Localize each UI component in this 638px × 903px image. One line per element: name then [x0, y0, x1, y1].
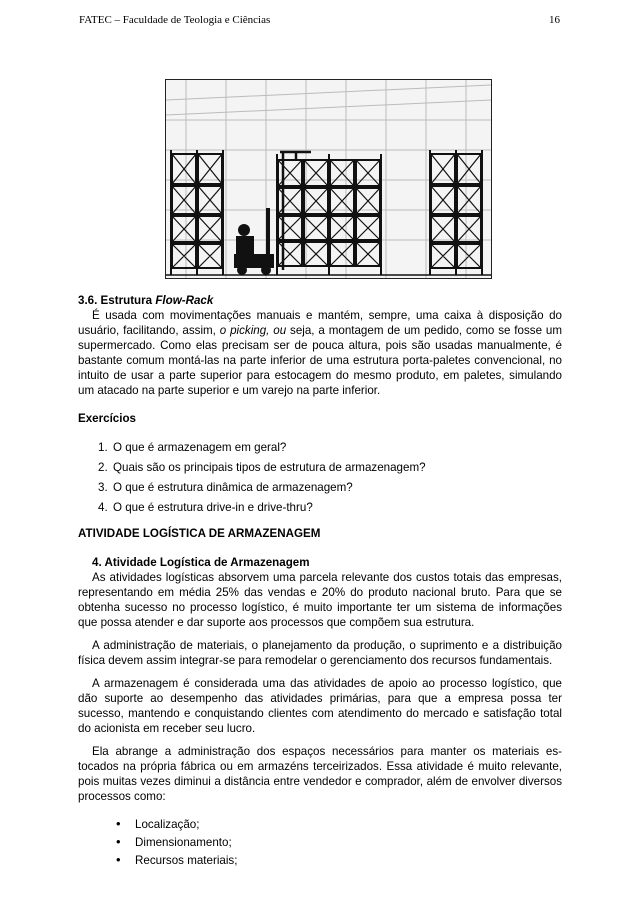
bullet-icon: •: [116, 816, 121, 831]
list-item: [98, 500, 562, 515]
activity-paragraph-2: A administração de materiais, o planejamento da produção, o suprimento e a distribuição física devem assim integrar-se para remodelar o gerenciamento dos recursos fundamentais.: [78, 639, 562, 667]
item-text: O que é estrutura drive-in e drive-thru?: [113, 501, 313, 514]
activity-subtitle: 4. Atividade Logística de Armazenagem: [92, 556, 310, 569]
paragraph-part-b: seja, a montagem de um pedido, como se fosse um supermercado. Como elas precisam ser de pouca altura, pois são usadas manualmente, é bastante comum montá-las na parte inferior de uma estrutura porta-paletes convencional, no intuito de usar a parte superior para estocagem do mesmo produto, em paletes, simulando um atacado na parte superior e um varejo na parte inferior.: [78, 324, 562, 397]
flow-rack-paragraph: [78, 308, 562, 398]
item-number: 2.: [98, 461, 108, 474]
item-number: 1.: [98, 441, 108, 454]
page-number: 16: [549, 14, 560, 26]
section-heading: [78, 293, 562, 308]
item-text: O que é armazenagem em geral?: [113, 441, 287, 454]
flow-rack-figure: [165, 79, 492, 279]
flow-rack-warehouse-illustration-icon: [166, 80, 491, 278]
activity-paragraph-3: A armazenagem é considerada uma das atividades de apoio ao processo logístico, que dão suporte ao desempenho das atividades primárias, para que a empresa possa ter sucesso, mantendo e conquistando clientes com atendimento do mercado e satisfação total do acionista em receber seu lucro.: [78, 677, 562, 735]
bullet-icon: •: [116, 852, 121, 867]
list-item: [116, 852, 562, 868]
activity-title: ATIVIDADE LOGÍSTICA DE ARMAZENAGEM: [78, 527, 321, 540]
bullet-icon: •: [116, 834, 121, 849]
activity-paragraph-4: Ela abrange a administração dos espaços necessários para manter os materiais es-tocados na própria fábrica ou em armazéns terceirizados. Essa atividade é muito relevante, pois muitas vezes diminui a distância entre vendedor e comprador, além de envolver diversos processos como:: [78, 745, 562, 803]
exercises-title: Exercícios: [78, 412, 137, 425]
section-heading-prefix: 3.6. Estrutura: [78, 294, 156, 307]
list-item: [98, 480, 562, 495]
bullet-text: Dimensionamento;: [135, 836, 232, 849]
bullet-text: Localização;: [135, 818, 200, 831]
page-body: [78, 293, 562, 870]
activity-paragraph-1: As atividades logísticas absorvem uma parcela relevante dos custos totais das empresas, representando em média 25% das vendas e 20% do produto nacional bruto. Para que se obtenha sucesso no processo logístico, é muito importante ter um sistema de informações que possa atender e dar suporte aos processos que compõem sua estrutura.: [78, 571, 562, 629]
paragraph-part-a: É usada com movimentações manuais e mantém, sempre, uma caixa à disposição do usuário, facilitando, assim,: [78, 309, 562, 337]
list-item: [98, 460, 562, 475]
item-text: O que é estrutura dinâmica de armazenagem?: [113, 481, 353, 494]
paragraph-italic: o picking, ou: [219, 324, 287, 337]
item-number: 4.: [98, 501, 108, 514]
exercises-list: [78, 440, 562, 515]
process-bullet-list: [78, 816, 562, 868]
item-text: Quais são os principais tipos de estrutura de armazenagem?: [113, 461, 426, 474]
list-item: [98, 440, 562, 455]
bullet-text: Recursos materiais;: [135, 854, 238, 867]
list-item: [116, 816, 562, 832]
item-number: 3.: [98, 481, 108, 494]
header-institution: FATEC – Faculdade de Teologia e Ciências: [79, 14, 271, 26]
list-item: [116, 834, 562, 850]
section-heading-italic: Flow-Rack: [155, 294, 214, 307]
